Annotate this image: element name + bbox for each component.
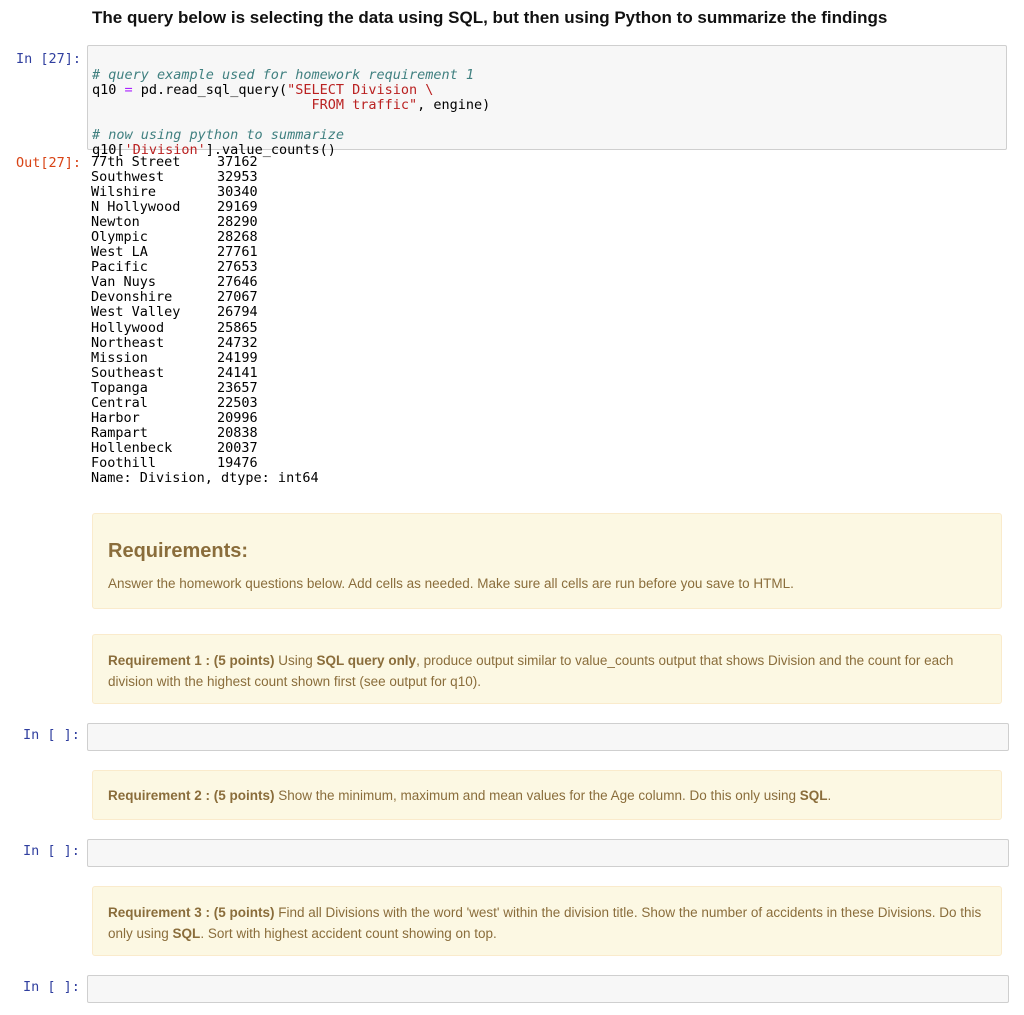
division-count: 22503 <box>217 394 258 411</box>
division-name: West LA <box>91 244 148 261</box>
output-row <box>91 456 319 471</box>
division-name: Foothill <box>91 454 157 471</box>
division-count: 32953 <box>217 169 258 186</box>
output-row <box>91 351 319 366</box>
division-count: 27653 <box>217 259 258 276</box>
division-count: 19476 <box>217 454 258 471</box>
division-name: Northeast <box>91 334 165 351</box>
requirement-3-box <box>92 886 1002 956</box>
output-row <box>91 260 319 275</box>
division-count: 27067 <box>217 289 258 306</box>
output-row <box>91 200 319 215</box>
requirement-1-box <box>92 634 1002 704</box>
output-row <box>91 170 319 185</box>
division-count: 27761 <box>217 244 258 261</box>
division-count: 24141 <box>217 364 258 381</box>
division-count: 25865 <box>217 319 258 336</box>
requirements-box <box>92 513 1002 609</box>
division-name: Harbor <box>91 409 140 426</box>
empty-cell-1-prompt: In [ ]: <box>23 727 80 743</box>
division-name: West Valley <box>91 304 181 321</box>
code-comment: # now using python to summarize <box>92 127 344 143</box>
division-count: 20037 <box>217 439 258 456</box>
division-count: 24732 <box>217 334 258 351</box>
division-name: Topanga <box>91 379 148 396</box>
requirement-2-text: Requirement 2 : (5 points) Show the minimum, maximum and mean values for the Age column. Do this only using SQL. <box>108 788 832 803</box>
division-name: Central <box>91 394 148 411</box>
requirement-3-text: Requirement 3 : (5 points) Find all Divisions with the word 'west' within the division title. Show the number of accidents in these Divisions. Do this only using SQL. Sort with highest accident count showing on top. <box>108 905 982 941</box>
cell-27-in-prompt: In [27]: <box>16 51 82 67</box>
division-name: Devonshire <box>91 289 173 306</box>
requirements-title: Requirements: <box>108 540 249 562</box>
empty-code-cell-2[interactable] <box>87 839 1009 867</box>
division-count: 23657 <box>217 379 258 396</box>
output-row <box>91 155 319 170</box>
page-heading: The query below is selecting the data using SQL, but then using Python to summarize the findings <box>92 8 888 27</box>
division-count: 30340 <box>217 184 258 201</box>
division-name: Southeast <box>91 364 165 381</box>
empty-cell-3-prompt: In [ ]: <box>23 979 80 995</box>
division-count: 28268 <box>217 229 258 246</box>
division-name: Southwest <box>91 169 165 186</box>
requirement-2-box <box>92 770 1002 820</box>
output-row <box>91 441 319 456</box>
output-row <box>91 230 319 245</box>
empty-code-cell-3[interactable] <box>87 975 1009 1003</box>
code-comment: # query example used for homework requirement 1 <box>92 67 475 83</box>
requirement-1-text: Requirement 1 : (5 points) Using SQL query only, produce output similar to value_counts output that shows Division and the count for each division with the highest count shown first (see output for q10). <box>108 653 954 689</box>
division-count: 20996 <box>217 409 258 426</box>
empty-code-cell-1[interactable] <box>87 723 1009 751</box>
output-row <box>91 305 319 320</box>
output-row <box>91 245 319 260</box>
division-name: Pacific <box>91 259 148 276</box>
output-row <box>91 381 319 396</box>
empty-cell-2-prompt: In [ ]: <box>23 843 80 859</box>
output-row <box>91 336 319 351</box>
cell-27-output <box>91 155 319 486</box>
output-row <box>91 411 319 426</box>
division-count: 29169 <box>217 199 258 216</box>
output-row <box>91 290 319 305</box>
division-count: 27646 <box>217 274 258 291</box>
output-row <box>91 396 319 411</box>
division-name: Van Nuys <box>91 274 157 291</box>
division-name: Newton <box>91 214 140 231</box>
output-row <box>91 275 319 290</box>
output-row <box>91 366 319 381</box>
division-count: 26794 <box>217 304 258 321</box>
division-name: N Hollywood <box>91 199 181 216</box>
cell-27-code-editor[interactable]: # query example used for homework requirement 1 q10 = pd.read_sql_query("SELECT Division \ FROM traffic", engine) # now using python to summarize q10['Division'].value_counts() <box>87 45 1007 150</box>
division-name: Rampart <box>91 424 148 441</box>
division-count: 24199 <box>217 349 258 366</box>
division-count: 37162 <box>217 154 258 170</box>
output-row <box>91 426 319 441</box>
division-count: 20838 <box>217 424 258 441</box>
division-count: 28290 <box>217 214 258 231</box>
division-name: Olympic <box>91 229 148 246</box>
output-footer: Name: Division, dtype: int64 <box>91 469 319 486</box>
output-row <box>91 215 319 230</box>
output-row <box>91 185 319 200</box>
division-name: Hollywood <box>91 319 165 336</box>
output-row <box>91 321 319 336</box>
division-name: Hollenbeck <box>91 439 173 456</box>
division-name: Mission <box>91 349 148 366</box>
cell-27-out-prompt: Out[27]: <box>16 155 82 171</box>
requirements-text: Answer the homework questions below. Add cells as needed. Make sure all cells are run before you save to HTML. <box>108 576 794 591</box>
division-name: Wilshire <box>91 184 157 201</box>
division-name: 77th Street <box>91 154 181 170</box>
